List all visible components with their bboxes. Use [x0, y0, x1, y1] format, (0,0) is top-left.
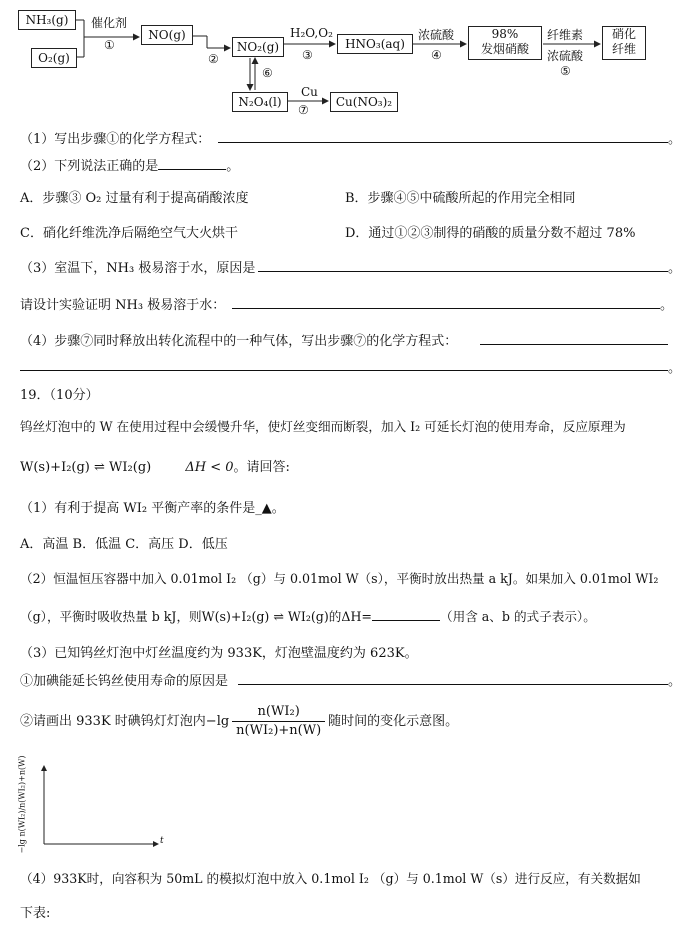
step4-label: ④	[431, 48, 442, 62]
q19-part1: （1）有利于提高 WI₂ 平衡产率的条件是_▲。	[20, 501, 285, 516]
step1-label: ①	[104, 38, 115, 52]
q19-options: A．高温 B．低温 C．高压 D．低压	[20, 537, 228, 552]
nitro-box	[602, 26, 646, 60]
q19-part3-sub1: ①加碘能延长钨丝使用寿命的原因是	[20, 674, 229, 689]
fuming-name: 发烟硝酸	[480, 42, 529, 56]
q19-heading: 19．（10分）	[20, 388, 99, 403]
o2-label: O₂(g)	[38, 51, 70, 65]
enthalpy-condition: ΔH < 0	[185, 460, 234, 475]
cellulose-label: 纤维素	[547, 28, 584, 42]
reaction-equation: W(s)+I₂(g) ⇌ WI₂(g)	[20, 460, 152, 475]
q18-part4: （4）步骤⑦同时释放出转化流程中的一种气体，写出步骤⑦的化学方程式：	[20, 334, 458, 349]
q19-equation-line	[20, 456, 290, 475]
cuno3-label: Cu(NO₃)₂	[335, 95, 393, 109]
graph-y-label: −lg n(WI₂)/n(WI₂)+n(W)	[17, 755, 27, 854]
q19-part2-line2	[20, 606, 596, 625]
h2o-o2-label: H₂O,O₂	[290, 26, 333, 40]
nitro-line2: 纤维	[611, 42, 636, 56]
answer-blank-4[interactable]	[232, 308, 660, 309]
no-box	[141, 25, 193, 45]
period: 。	[668, 674, 682, 689]
cuno3-box	[330, 92, 398, 112]
step3-label: ③	[302, 48, 313, 62]
q19-part2-text1: （g），平衡时吸收热量 b kJ，则	[20, 609, 202, 624]
answer-blank-5b[interactable]	[20, 370, 668, 371]
option-b: B．步骤④⑤中硫酸所起的作用完全相同	[345, 191, 576, 206]
step6-label: ⑥	[262, 66, 273, 80]
no2-label: NO₂(g)	[236, 40, 280, 54]
option-d: D．通过①②③制得的硝酸的质量分数不超过 78%	[345, 226, 636, 241]
answer-blank-1[interactable]	[218, 142, 668, 143]
graph-x-label: t	[160, 836, 164, 846]
q18-part2-text: （2）下列说法正确的是	[20, 159, 159, 174]
q19-part3: （3）已知钨丝灯泡中灯丝温度约为 933K，灯泡壁温度约为 623K。	[20, 646, 418, 661]
answer-blank-5a[interactable]	[480, 344, 668, 345]
sketch-axes	[10, 760, 170, 860]
period: 。	[668, 261, 682, 276]
nitro-line1: 硝化	[611, 27, 636, 41]
step7-label: ⑦	[298, 103, 309, 117]
n2o4-box	[232, 92, 288, 112]
n2o4-label: N₂O₄(l)	[238, 95, 282, 109]
option-a: A．步骤③ O₂ 过量有利于提高硝酸浓度	[20, 191, 249, 206]
q18-part3b: 请设计实验证明 NH₃ 极易溶于水：	[20, 298, 226, 313]
answer-blank-6[interactable]	[238, 684, 668, 685]
q19-part3-sub2-text: ②请画出 933K 时碘钨灯灯泡内	[20, 714, 206, 729]
q18-part2	[20, 155, 239, 174]
answer-blank-dh[interactable]	[372, 608, 440, 621]
q19-part2-text2: 的ΔH=	[328, 609, 372, 624]
no-label: NO(g)	[148, 28, 186, 42]
cu-label: Cu	[301, 85, 318, 99]
step2-label: ②	[208, 52, 219, 66]
fuming-percent: 98%	[491, 27, 519, 41]
period: 。	[660, 298, 674, 313]
q19-ask: 。请回答:	[233, 460, 290, 475]
neg-log: −lg	[205, 714, 230, 729]
catalyst-label: 催化剂	[91, 16, 128, 30]
answer-blank-2[interactable]	[158, 157, 226, 170]
period: 。	[226, 159, 240, 174]
q19-part2-line1: （2）恒温恒压容器中加入 0.01mol I₂ （g）与 0.01mol W（s），平衡时放出热量 a kJ。如果加入 0.01mol WI₂	[20, 571, 659, 586]
q19-part2-text3: （用含 a、b 的式子表示）。	[440, 609, 596, 624]
period: 。	[668, 361, 682, 376]
option-c: C．硝化纤维洗净后隔绝空气大火烘干	[20, 226, 238, 241]
conc-sulfuric-label-2: 浓硫酸	[547, 49, 584, 63]
q19-part4-line1: （4）933K时，向容积为 50mL 的模拟灯泡中放入 0.1mol I₂ （g）与 0.1mol W（s）进行反应，有关数据如	[20, 871, 641, 886]
q19-intro: 钨丝灯泡中的 W 在使用过程中会缓慢升华，使灯丝变细而断裂，加入 I₂ 可延长灯泡的使用寿命，反应原理为	[20, 419, 626, 434]
fraction-numerator: n(WI₂)	[232, 703, 325, 722]
nh3-label: NH₃(g)	[25, 13, 69, 27]
no2-box	[232, 37, 284, 57]
q18-part3: （3）室温下，NH₃ 极易溶于水，原因是	[20, 261, 256, 276]
fuming-box	[468, 26, 542, 60]
fraction-denominator: n(WI₂)+n(W)	[236, 723, 322, 738]
q19-part4-line2: 下表:	[20, 906, 51, 921]
mole-fraction	[232, 703, 325, 740]
reaction-equation-inline: W(s)+I₂(g) ⇌ WI₂(g)	[201, 609, 329, 624]
step5-label: ⑤	[560, 64, 571, 78]
answer-blank-3[interactable]	[258, 271, 668, 272]
conc-sulfuric-label: 浓硫酸	[418, 28, 455, 42]
q19-part3-sub2-end: 随时间的变化示意图。	[328, 714, 459, 729]
q19-part3-sub2	[20, 703, 458, 740]
q18-part1: （1）写出步骤①的化学方程式：	[20, 132, 211, 147]
period: 。	[668, 132, 682, 147]
hno3-label: HNO₃(aq)	[345, 37, 405, 51]
hno3-box	[337, 34, 413, 54]
